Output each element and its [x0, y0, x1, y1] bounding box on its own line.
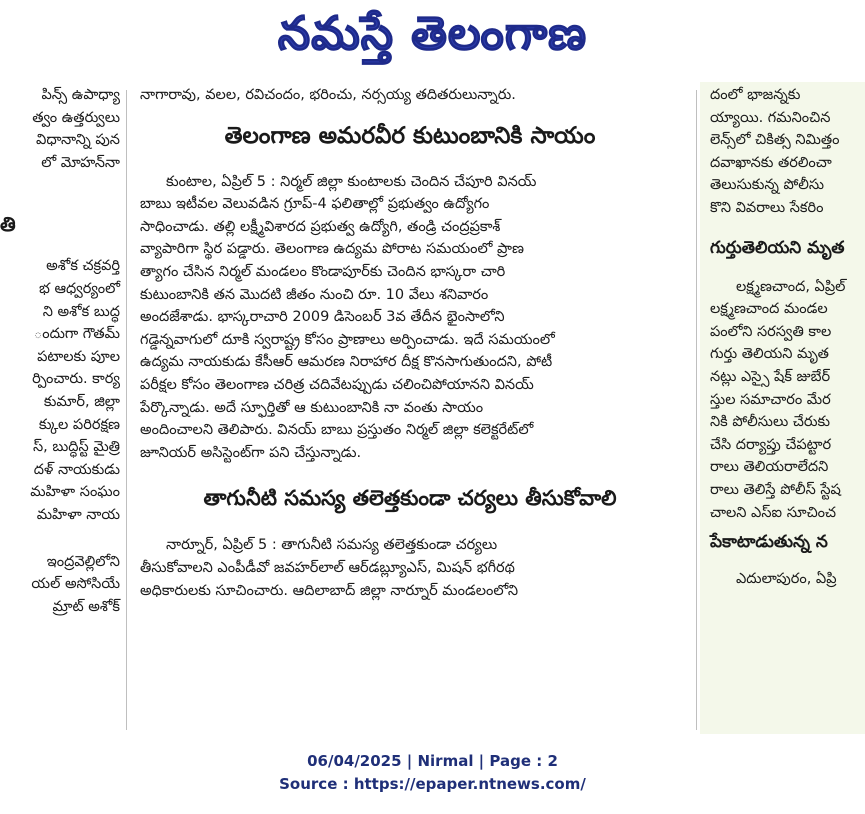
- text-line: భ ఆధ్వర్యంలో: [38, 280, 120, 297]
- text-line: నికి పోలీసులు చేరుకు: [710, 414, 831, 431]
- text-line: దవాఖానకు తరలించా: [710, 154, 832, 171]
- article-headline: తాగునీటి సమస్య తలెత్తకుండా చర్యలు తీసుకోవాలి: [203, 486, 617, 511]
- article-amaraveera: [130, 123, 690, 465]
- article-headline: తెలంగాణ అమరవీర కుటుంబానికి సాయం: [224, 122, 596, 149]
- text-line: ర్పించారు. కార్య: [32, 371, 120, 388]
- text-line: అధికారులకు సూచించారు. ఆదిలాబాద్ జిల్లా నార్నూర్ మండలంలోని: [140, 582, 519, 599]
- right-column-text-b: [700, 276, 865, 525]
- text-line: రాలు తెలిస్తే పోలీస్ స్టేష: [710, 481, 841, 498]
- text-line: పటాలకు పూల: [37, 348, 120, 365]
- text-line: లో మోహన్‌నా: [41, 154, 120, 171]
- text-line: లక్ష్మణచాంద మండల: [710, 301, 828, 318]
- text-line: అశోక చక్రవర్తి: [46, 258, 120, 275]
- text-line: లక్ష్మణచాంద, ఏప్రిల్: [736, 278, 846, 295]
- text-line: య్యాయి. గమనించిన: [710, 109, 831, 126]
- text-line: పంలోని సరస్వతి కాల: [710, 323, 832, 340]
- left-column-text-a: [0, 84, 124, 174]
- text-line: నార్నూర్, ఏప్రిల్ 5 : తాగునీటి సమస్య తలెత్తకుండా చర్యలు: [166, 537, 498, 554]
- text-line: స్తుల సమాచారం మేర: [710, 391, 831, 408]
- right-column-text-a: [700, 84, 865, 220]
- text-line: నాగారావు, వలల, రవిచందం, భరించు, నర్సయ్య తదితరులున్నారు.: [140, 87, 516, 103]
- text-line: కుంటాల, ఏప్రిల్ 5 : నిర్మల్ జిల్లా కుంటాలకు చెందిన చేపూరి వినయ్: [166, 173, 537, 190]
- text-line: ని అశోక బుద్ధ: [42, 303, 120, 320]
- text-line: గడ్డెన్నవాగులో దూకి స్వరాష్ట్ర కోసం ప్రాణాలు అర్పించాడు. ఇదే సమయంలో: [140, 331, 555, 348]
- text-line: త్యాగం చేసిన నిర్మల్ మండలం కొండాపూర్‌కు చెందిన భాస్కరా చారి: [140, 263, 506, 280]
- text-line: మహిళా నాయ: [36, 506, 120, 523]
- text-line: బాబు ఇటీవల వెలువడిన గ్రూప్-4 ఫలితాల్లో ప్రభుత్వం ఉద్యోగం: [140, 196, 490, 213]
- text-line: యల్ అసోసియే: [31, 576, 120, 593]
- footer-date-edition-page: 06/04/2025 | Nirmal | Page : 2: [307, 752, 558, 770]
- left-column-text-b: [0, 255, 124, 526]
- text-line: ందుగా గౌతమ్: [33, 326, 120, 343]
- text-line: దంలో భాజన్నకు: [710, 87, 801, 103]
- newspaper-logo-title: నమస్తే తెలంగాణ: [277, 6, 588, 60]
- main-top-line: [130, 84, 690, 107]
- text-line: తెలుసుకున్న పోలీసు: [710, 177, 825, 194]
- text-line: రాలు తెలియరాలేదని: [710, 459, 829, 476]
- masthead: [0, 0, 865, 78]
- text-line: గుర్తు తెలియని మృత: [710, 346, 829, 363]
- column-divider-right: [696, 90, 697, 730]
- main-column: [130, 82, 690, 734]
- text-line: లెన్స్‌లో చికిత్స నిమిత్తం: [710, 132, 840, 149]
- text-line: కొని వివరాలు సేకరిం: [710, 199, 824, 216]
- text-line: కుమార్, జిల్లా: [43, 393, 120, 410]
- article-body: [130, 534, 690, 602]
- text-line: ఇంద్రవెల్లిలోని: [46, 553, 120, 570]
- text-line: వ్యాపారిగా స్థిర పడ్డారు. తెలంగాణ ఉద్యమ పోరాట సమయంలో ప్రాణ: [140, 241, 524, 258]
- column-divider-left: [126, 90, 127, 730]
- left-column-text-c: [0, 551, 124, 619]
- right-column-heading-unidentified: గుర్తుతెలియని మృత: [710, 237, 845, 258]
- text-line: జూనియర్ అసిస్టెంట్‌గా పని చేస్తున్నాడు.: [140, 444, 362, 461]
- text-line: ఎదులాపురం, ఏప్రి: [736, 571, 837, 588]
- text-line: అందించాలని తెలిపారు. వినయ్ బాబు ప్రస్తుతం నిర్మల్ జిల్లా కలెక్టరేట్‌లో: [140, 422, 534, 439]
- text-line: సాధించాడు. తల్లి లక్ష్మీవిశారద ప్రభుత్వ ఉద్యోగి, తండ్రి చంద్రప్రకాశ్: [140, 218, 501, 235]
- text-line: విధానాన్ని పున: [36, 132, 120, 149]
- left-column: [0, 82, 124, 734]
- text-line: చాలని ఎస్ఐ సూచించ: [710, 504, 837, 521]
- text-line: ఉద్యమ నాయకుడు కేసీఆర్ ఆమరణ నిరాహార దీక్ష కొనసాగుతుందని, పోటీ: [140, 354, 553, 371]
- right-column: [700, 82, 865, 734]
- text-line: స్, బుద్ధిస్ట్ మైత్రి: [33, 439, 120, 456]
- text-line: క్కుల పరిరక్షణ: [38, 416, 120, 433]
- text-line: మ్రాట్ అశోక్: [52, 598, 120, 615]
- text-line: త్వం ఉత్తర్వులు: [32, 109, 120, 126]
- text-line: తీసుకోవాలని ఎంపీడీవో జవహర్‌లాల్ ఆర్‌డబ్ల్యూఎస్, మిషన్ భగీరథ: [140, 559, 515, 576]
- right-column-text-c: [700, 568, 865, 591]
- text-line: కుటుంబానికి తన మొదటి జీతం నుంచి రూ. 10 వేలు శనివారం: [140, 286, 489, 303]
- text-line: నట్లు ఎస్సై షేక్ జుబేర్: [710, 368, 831, 385]
- right-column-heading-gambling: పేకాటాడుతున్న న: [710, 532, 828, 553]
- text-line: మహిళా సంఘం: [30, 484, 120, 501]
- left-column-heading: తి: [0, 212, 16, 237]
- text-line: పరీక్షల కోసం తెలంగాణ చరిత్ర చదివేటప్పుడు చలించిపోయానని వినయ్: [140, 376, 534, 393]
- article-drinking-water: [130, 486, 690, 602]
- footer-source-url: Source : https://epaper.ntnews.com/: [279, 775, 586, 793]
- text-line: దళ్ నాయకుడు: [33, 461, 120, 478]
- text-line: అందజేశాడు. భాస్కరాచారి 2009 డిసెంబర్ 3వ తేదీన భైంసాలోని: [140, 309, 505, 326]
- text-line: పిన్స్ ఉపాధ్యా: [41, 87, 120, 103]
- article-body: [130, 171, 690, 465]
- text-line: పేర్కొన్నాడు. అదే స్ఫూర్తితో ఆ కుటుంబానికి నా వంతు సాయం: [140, 399, 484, 416]
- text-line: చేసి దర్యాప్తు చేపట్టార: [710, 436, 832, 453]
